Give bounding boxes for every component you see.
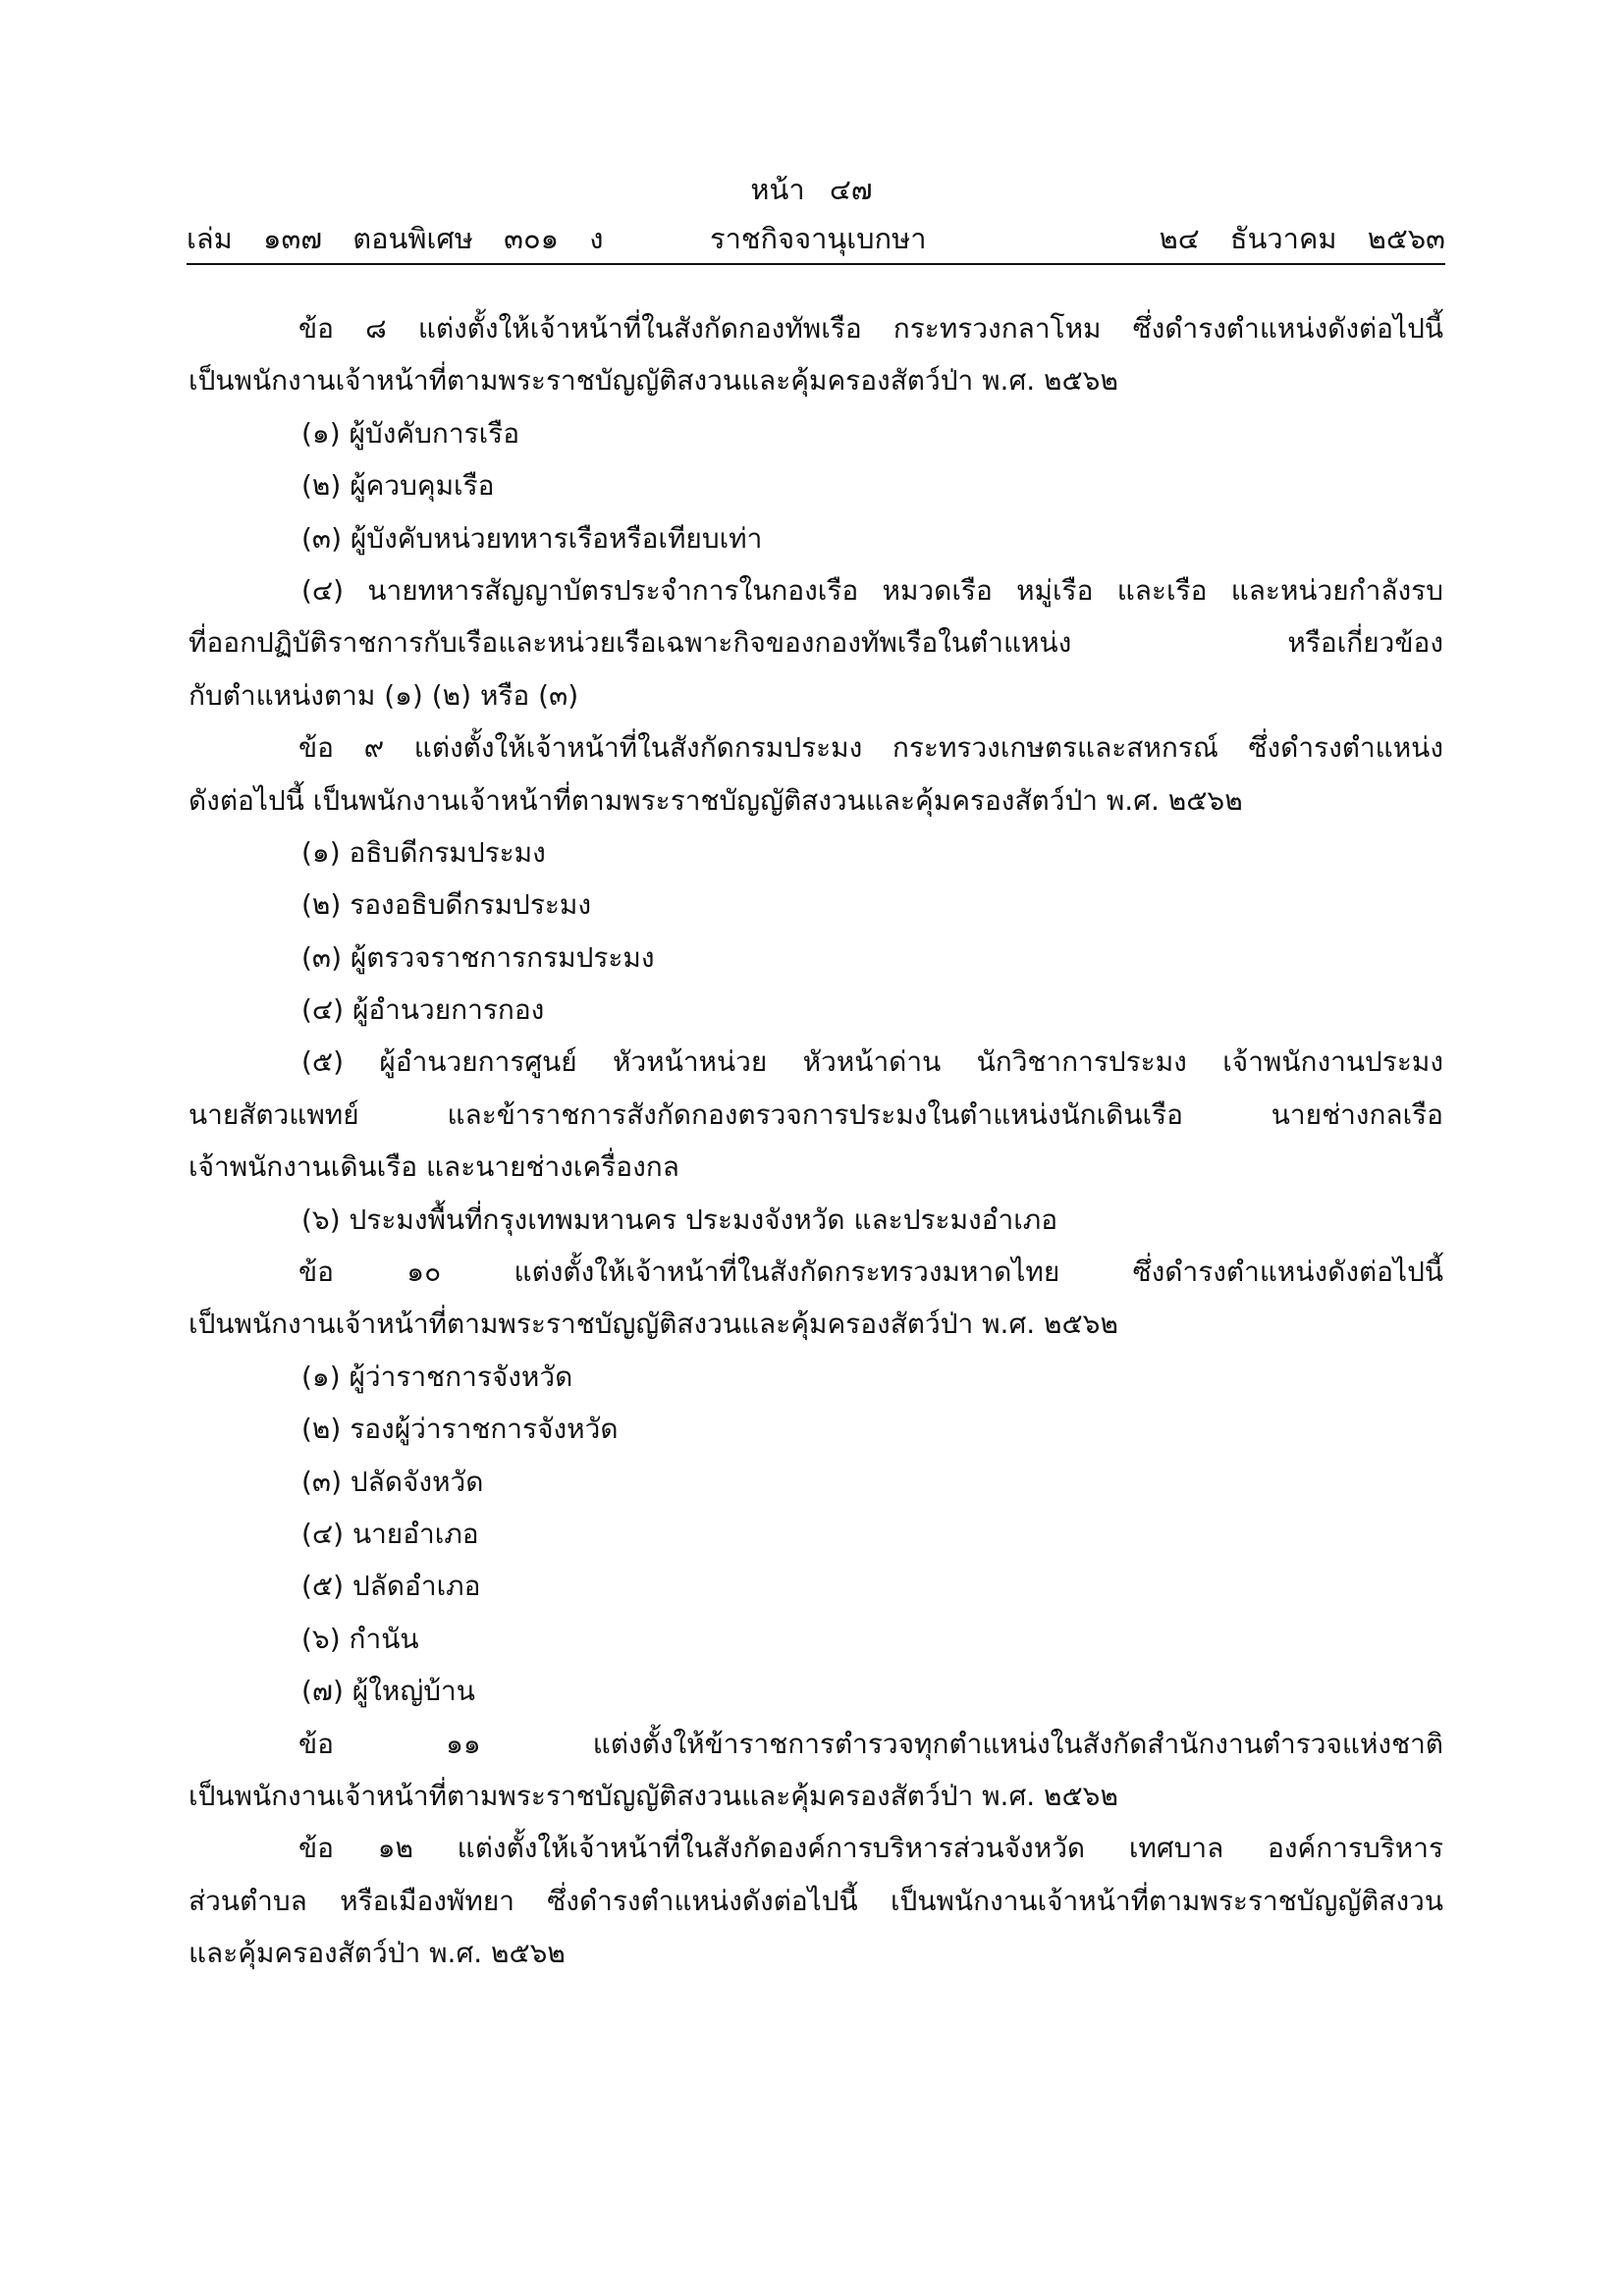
page-label: หน้า (750, 173, 805, 206)
page-no: ๔๗ (829, 173, 873, 206)
document-body (189, 302, 1443, 1980)
clause-10-item-6: (๖) กำนัน (301, 1622, 419, 1655)
clause-12-line-1: ข้อ ๑๒ แต่งตั้งให้เจ้าหน้าที่ในสังกัดองค์การบริหารส่วนจังหวัด เทศบาล องค์การบริหาร (298, 1832, 1443, 1865)
page-number (0, 167, 1623, 212)
clause-10-item-2: (๒) รองผู้ว่าราชการจังหวัด (301, 1413, 619, 1446)
clause-8-line-1: ข้อ ๘ แต่งตั้งให้เจ้าหน้าที่ในสังกัดกองทัพเรือ กระทรวงกลาโหม ซึ่งดำรงตำแหน่งดังต่อไปนี้ (298, 312, 1443, 345)
clause-9-item-5-line-1: (๕) ผู้อำนวยการศูนย์ หัวหน้าหน่วย หัวหน้าด่าน นักวิชาการประมง เจ้าพนักงานประมง (301, 1045, 1443, 1079)
clause-9-item-4: (๔) ผู้อำนวยการกอง (301, 993, 545, 1027)
date-year: ๒๕๖๓ (1367, 222, 1445, 255)
header-volume-issue (187, 216, 624, 261)
header-divider (187, 263, 1445, 265)
clause-9-item-2: (๒) รองอธิบดีกรมประมง (301, 888, 592, 922)
clause-10-item-3: (๓) ปลัดจังหวัด (301, 1465, 484, 1498)
clause-9-line-2: ดังต่อไปนี้ เป็นพนักงานเจ้าหน้าที่ตามพระราชบัญญัติสงวนและคุ้มครองสัตว์ป่า พ.ศ. ๒๕๖๒ (189, 783, 1243, 817)
clause-12-line-2: ส่วนตำบล หรือเมืองพัทยา ซึ่งดำรงตำแหน่งดังต่อไปนี้ เป็นพนักงานเจ้าหน้าที่ตามพระราชบัญญัติสงวน (189, 1884, 1443, 1917)
clause-10-line-1: ข้อ ๑๐ แต่งตั้งให้เจ้าหน้าที่ในสังกัดกระทรวงมหาดไทย ซึ่งดำรงตำแหน่งดังต่อไปนี้ (298, 1255, 1443, 1289)
clause-10-item-5: (๕) ปลัดอำเภอ (301, 1570, 481, 1603)
date-month: ธันวาคม (1229, 222, 1337, 255)
issue-no: ๓๐๑ (504, 222, 560, 255)
clause-9-item-5-line-2: นายสัตวแพทย์ และข้าราชการสังกัดกองตรวจการประมงในตำแหน่งนักเดินเรือ นายช่างกลเรือ (189, 1097, 1443, 1131)
clause-10-line-2: เป็นพนักงานเจ้าหน้าที่ตามพระราชบัญญัติสงวนและคุ้มครองสัตว์ป่า พ.ศ. ๒๕๖๒ (189, 1308, 1118, 1341)
clause-8-item-1: (๑) ผู้บังคับการเรือ (301, 416, 520, 450)
clause-11-line-1: ข้อ ๑๑ แต่งตั้งให้ข้าราชการตำรวจทุกตำแหน่งในสังกัดสำนักงานตำรวจแห่งชาติ (298, 1727, 1443, 1760)
clause-9-line-1: ข้อ ๙ แต่งตั้งให้เจ้าหน้าที่ในสังกัดกรมประมง กระทรวงเกษตรและสหกรณ์ ซึ่งดำรงตำแหน่ง (298, 731, 1443, 765)
clause-8-item-4-line-3: กับตำแหน่งตาม (๑) (๒) หรือ (๓) (189, 678, 579, 712)
clause-9-item-1: (๑) อธิบดีกรมประมง (301, 835, 546, 869)
issue-label: ตอนพิเศษ (352, 222, 473, 255)
publication-name: ราชกิจจานุเบกษา (710, 222, 927, 255)
header-date (1138, 216, 1445, 261)
running-header (187, 216, 1445, 259)
clause-10-item-4: (๔) นายอำเภอ (301, 1517, 479, 1550)
clause-8-line-2: เป็นพนักงานเจ้าหน้าที่ตามพระราชบัญญัติสงวนและคุ้มครองสัตว์ป่า พ.ศ. ๒๕๖๒ (189, 364, 1118, 398)
clause-8-item-4-line-2: ที่ออกปฏิบัติราชการกับเรือและหน่วยเรือเฉพาะกิจของกองทัพเรือในตำแหน่ง หรือเกี่ยวข้อง (189, 626, 1443, 660)
clause-9-item-5-line-3: เจ้าพนักงานเดินเรือ และนายช่างเครื่องกล (189, 1150, 679, 1184)
volume-label: เล่ม (187, 222, 233, 255)
clause-8-item-2: (๒) ผู้ควบคุมเรือ (301, 469, 495, 503)
clause-10-item-1: (๑) ผู้ว่าราชการจังหวัด (301, 1360, 573, 1393)
clause-8-item-3: (๓) ผู้บังคับหน่วยทหารเรือหรือเทียบเท่า (301, 521, 763, 555)
clause-9-item-6: (๖) ประมงพื้นที่กรุงเทพมหานคร ประมงจังหวัด และประมงอำเภอ (301, 1202, 1058, 1236)
clause-12-line-3: และคุ้มครองสัตว์ป่า พ.ศ. ๒๕๖๒ (189, 1937, 566, 1970)
clause-11-line-2: เป็นพนักงานเจ้าหน้าที่ตามพระราชบัญญัติสงวนและคุ้มครองสัตว์ป่า พ.ศ. ๒๕๖๒ (189, 1779, 1118, 1812)
issue-section: ง (589, 222, 604, 255)
clause-9-item-3: (๓) ผู้ตรวจราชการกรมประมง (301, 940, 655, 974)
date-day: ๒๔ (1159, 222, 1200, 255)
clause-8-item-4-line-1: (๔) นายทหารสัญญาบัตรประจำการในกองเรือ หมวดเรือ หมู่เรือ และเรือ และหน่วยกำลังรบ (301, 573, 1443, 607)
clause-10-item-7: (๗) ผู้ใหญ่บ้าน (301, 1675, 475, 1708)
volume-no: ๑๓๗ (263, 222, 323, 255)
